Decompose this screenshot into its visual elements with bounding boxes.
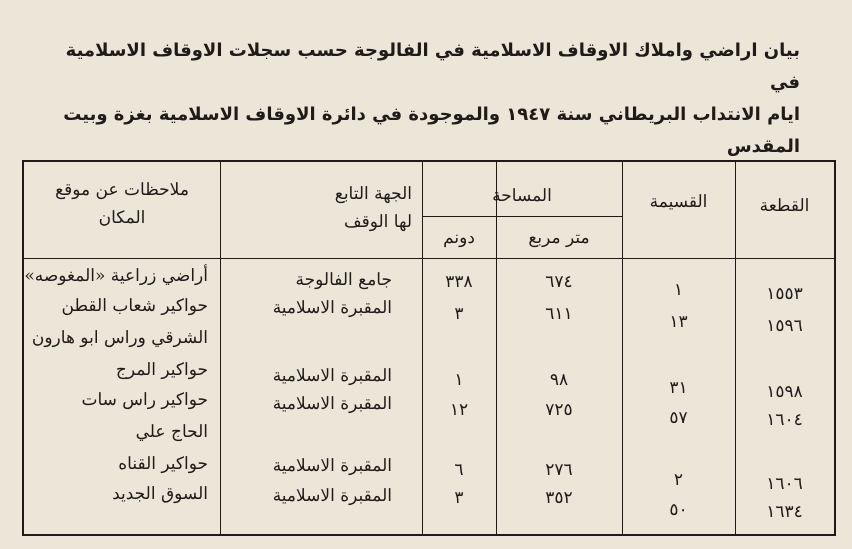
header-parcel: القسيمة (649, 192, 708, 212)
cell-entity: المقبرة الاسلامية (272, 366, 392, 386)
cell-notes: الشرقي وراس ابو هارون (31, 328, 208, 348)
cell-entity: المقبرة الاسلامية (272, 456, 392, 476)
title-line-3: المقدس (726, 136, 800, 157)
header-sqm: متر مربع (528, 228, 590, 248)
cell-entity: المقبرة الاسلامية (272, 298, 392, 318)
cell-plot: ١٦٣٤ (766, 502, 803, 522)
cell-parcel: ٥٠ (669, 500, 688, 520)
cell-dunum: ١ (454, 370, 464, 390)
cell-parcel: ٥٧ (669, 408, 688, 428)
cell-entity: المقبرة الاسلامية (272, 394, 392, 414)
cell-dunum: ١٢ (449, 400, 469, 420)
column-divider (220, 162, 221, 534)
cell-plot: ١٦٠٦ (766, 474, 803, 494)
cell-notes: حواكير القناه (118, 454, 208, 474)
cell-notes: الحاج علي (135, 422, 208, 442)
cell-plot: ١٥٥٣ (766, 284, 803, 304)
header-notes: ملاحظات عن موقع المكان (55, 180, 189, 228)
document-title (60, 35, 800, 163)
cell-sqm: ٣٥٢ (545, 488, 573, 508)
cell-dunum: ٦ (454, 460, 464, 480)
cell-parcel: ٣١ (669, 378, 688, 398)
cell-notes: حواكير شعاب القطن (61, 296, 208, 316)
cell-entity: المقبرة الاسلامية (272, 486, 392, 506)
cell-dunum: ٣ (454, 488, 464, 508)
title-line-1: بيان اراضي واملاك الاوقاف الاسلامية في الفالوجة حسب سجلات الاوقاف الاسلامية في (65, 40, 800, 93)
waqf-table (22, 160, 836, 536)
header-plot: القطعة (759, 196, 810, 216)
cell-sqm: ٢٧٦ (545, 460, 573, 480)
cell-parcel: ١٣ (669, 312, 688, 332)
cell-sqm: ٧٢٥ (545, 400, 573, 420)
cell-notes: حواكير راس سات (81, 390, 208, 410)
cell-dunum: ٣ (454, 304, 464, 324)
cell-notes: السوق الجديد (112, 484, 208, 504)
header-divider (24, 258, 834, 259)
header-area: المساحة (492, 186, 552, 206)
cell-parcel: ٢ (673, 470, 684, 490)
header-entity: الجهة التابع لها الوقف (334, 184, 412, 232)
header-dunum: دونم (443, 228, 475, 248)
cell-dunum: ٣٣٨ (445, 272, 473, 292)
cell-sqm: ٦١١ (545, 304, 573, 324)
cell-notes: حواكير المرج (115, 360, 208, 380)
cell-sqm: ٦٧٤ (545, 272, 573, 292)
cell-parcel: ١ (673, 280, 684, 300)
cell-entity: جامع الفالوجة (295, 270, 392, 290)
title-line-2: ايام الانتداب البريطاني سنة ١٩٤٧ والموجودة في دائرة الاوقاف الاسلامية بغزة وبيت (63, 104, 800, 125)
cell-plot: ١٦٠٤ (766, 410, 803, 430)
cell-plot: ١٥٩٦ (766, 316, 803, 336)
cell-notes: أراضي زراعية «المغوصه» (24, 266, 208, 286)
cell-plot: ١٥٩٨ (766, 382, 803, 402)
subheader-divider (422, 216, 622, 217)
cell-sqm: ٩٨ (549, 370, 569, 390)
